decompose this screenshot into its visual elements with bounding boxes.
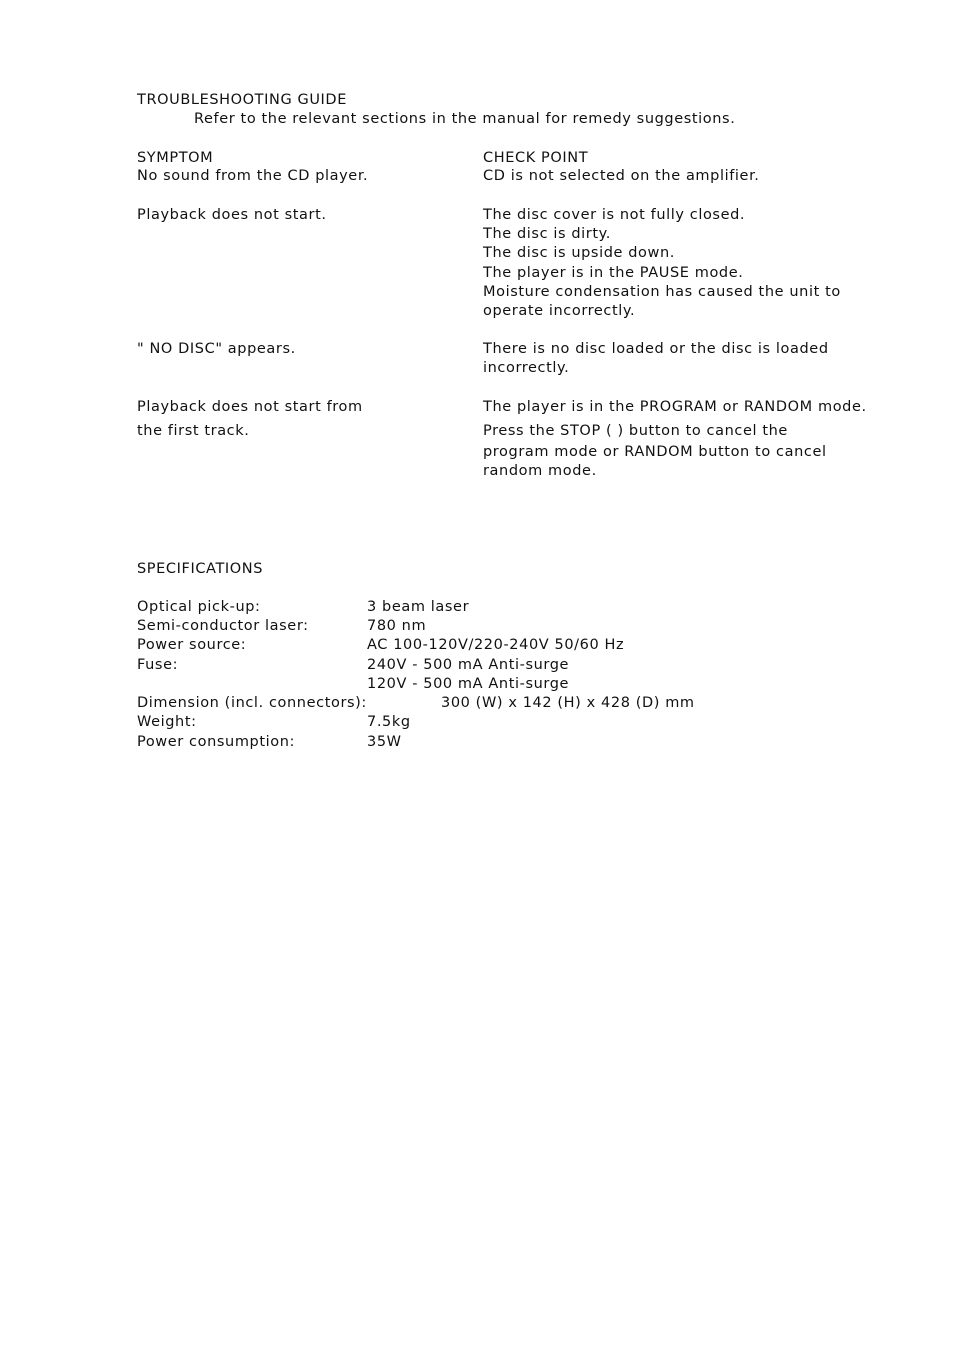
spec-label: Semi-conductor laser:: [137, 618, 309, 634]
checkpoint-text: Press the STOP ( ) button to cancel the: [483, 423, 788, 439]
checkpoint-text: The player is in the PAUSE mode.: [483, 264, 744, 281]
spec-value: 7.5kg: [367, 714, 411, 730]
troubleshooting-intro: Refer to the relevant sections in the manual for remedy suggestions.: [194, 111, 736, 127]
symptom-row-2: [137, 207, 327, 226]
spec-label: Dimension (incl. connectors):: [137, 695, 367, 711]
symptom-row-1: [137, 168, 368, 187]
spec-value: AC 100-120V/220-240V 50/60 Hz: [367, 637, 625, 653]
spec-value: 240V - 500 mA Anti-surge: [367, 657, 570, 673]
spec-value: 780 nm: [367, 618, 427, 634]
checkpoint-text: random mode.: [483, 462, 597, 479]
spec-value: 3 beam laser: [367, 599, 470, 615]
spec-value: 35W: [367, 734, 402, 750]
checkpoint-text: The disc cover is not fully closed.: [483, 207, 746, 223]
checkpoint-text: The disc is dirty.: [483, 226, 611, 243]
checkpoint-text: operate incorrectly.: [483, 302, 636, 319]
symptom-text: " NO DISC" appears.: [137, 341, 296, 357]
checkpoint-header: CHECK POINT: [483, 150, 589, 166]
checkpoint-text: program mode or RANDOM button to cancel: [483, 443, 827, 460]
checkpoint-text: The disc is upside down.: [483, 245, 675, 262]
spec-label: Optical pick-up:: [137, 599, 261, 615]
spec-label: Fuse:: [137, 657, 179, 673]
symptom-text: the first track.: [137, 423, 250, 439]
spec-label: Power source:: [137, 637, 247, 653]
checkpoint-row-1: [483, 168, 760, 187]
checkpoint-text: CD is not selected on the amplifier.: [483, 168, 760, 184]
symptom-header: SYMPTOM: [137, 150, 214, 166]
symptom-text: Playback does not start from: [137, 399, 363, 415]
checkpoint-text: Moisture condensation has caused the unit to: [483, 283, 841, 300]
checkpoint-text: incorrectly.: [483, 360, 570, 377]
spec-value: 300 (W) x 142 (H) x 428 (D) mm: [441, 695, 695, 711]
spec-label: Power consumption:: [137, 734, 296, 750]
specifications-title: SPECIFICATIONS: [137, 561, 264, 577]
checkpoint-row-3: [483, 341, 829, 379]
symptom-text: Playback does not start.: [137, 207, 327, 223]
checkpoint-text: The player is in the PROGRAM or RANDOM mode.: [483, 399, 867, 415]
checkpoint-text: There is no disc loaded or the disc is loaded: [483, 341, 829, 357]
spec-value: 120V - 500 mA Anti-surge: [367, 676, 570, 692]
checkpoint-row-4: [483, 399, 867, 482]
symptom-row-4: [137, 399, 363, 442]
checkpoint-row-2: [483, 207, 841, 322]
troubleshooting-title: TROUBLESHOOTING GUIDE: [137, 92, 347, 108]
spec-label: Weight:: [137, 714, 197, 730]
symptom-row-3: [137, 341, 296, 360]
symptom-text: No sound from the CD player.: [137, 168, 369, 184]
